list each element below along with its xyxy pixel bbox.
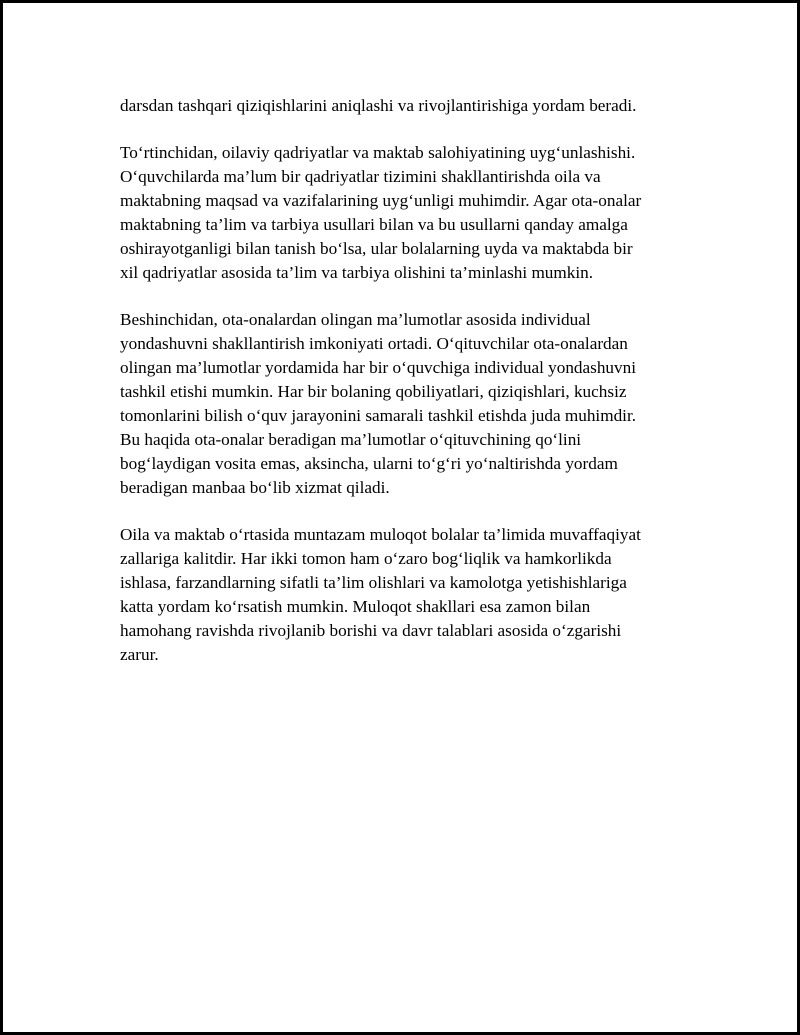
paragraph-1: darsdan tashqari qiziqishlarini aniqlashi va rivojlantirishiga yordam beradi. — [120, 96, 637, 115]
page-body — [120, 94, 692, 667]
paragraph-2: To‘rtinchidan, oilaviy qadriyatlar va maktab salohiyatining uyg‘unlashishi. O‘quvchilarda ma’lum bir qadriyatlar tizimini shakllantirishda oila va maktabning maqsad va vazifalarining uyg‘unligi muhimdir. Agar ota-onalar maktabning ta’lim va tarbiya usullari bilan va bu usullarni qanday amalga oshirayotganligi bilan tanish bo‘lsa, ular bolalarning uyda va maktabda bir xil qadriyatlar asosida ta’lim va tarbiya olishini ta’minlashi mumkin. — [120, 143, 642, 282]
paragraph-4: Oila va maktab o‘rtasida muntazam muloqot bolalar ta’limida muvaffaqiyat zallariga kalitdir. Har ikki tomon ham o‘zaro bog‘liqlik va hamkorlikda ishlasa, farzandlarning sifatli ta’lim olishlari va kamolotga yetishishlariga katta yordam ko‘rsatish mumkin. Muloqot shakllari esa zamon bilan hamohang ravishda rivojlanib borishi va davr talablari asosida o‘zgarishi zarur. — [120, 525, 641, 664]
paragraph-3: Beshinchidan, ota-onalardan olingan ma’lumotlar asosida individual yondashuvni shakllantirish imkoniyati ortadi. O‘qituvchilar ota-onalardan olingan ma’lumotlar yordamida har bir o‘quvchiga individual yondashuvni tashkil etishi mumkin. Har bir bolaning qobiliyatlari, qiziqishlari, kuchsiz tomonlarini bilish o‘quv jarayonini samarali tashkil etishda juda muhimdir. Bu haqida ota-onalar beradigan ma’lumotlar o‘qituvchining qo‘lini bog‘laydigan vosita emas, aksincha, ularni to‘g‘ri yo‘naltirishda yordam beradigan manbaa bo‘lib xizmat qiladi. — [120, 310, 637, 497]
